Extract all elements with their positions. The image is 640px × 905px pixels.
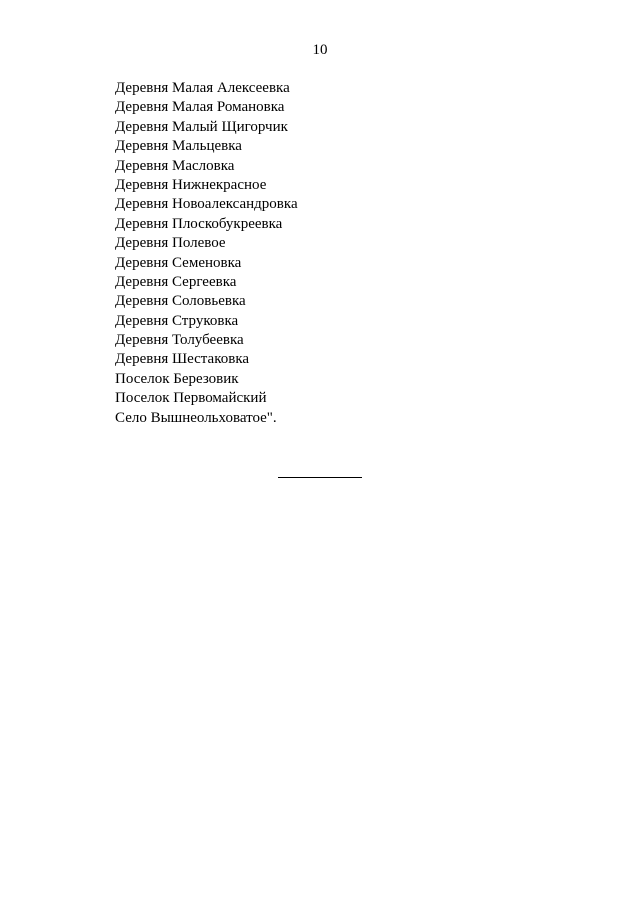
list-item: Поселок Первомайский <box>115 390 267 407</box>
list-item: Деревня Малая Алексеевка <box>115 80 290 96</box>
list-item: Деревня Нижнекрасное <box>115 176 267 193</box>
list-item: Деревня Малый Щигорчик <box>115 118 288 135</box>
list-item: Деревня Мальцевка <box>115 138 242 155</box>
list-item: Деревня Полевое <box>115 235 226 252</box>
list-item: Деревня Масловка <box>115 157 235 174</box>
settlement-list <box>115 79 298 428</box>
list-item: Деревня Сергеевка <box>115 273 237 290</box>
list-item: Поселок Березовик <box>115 370 239 387</box>
end-divider <box>278 477 362 478</box>
list-item: Деревня Шестаковка <box>115 351 250 368</box>
list-item: Деревня Малая Романовка <box>115 99 285 116</box>
list-item: Деревня Плоскобукреевка <box>115 215 283 232</box>
list-item: Деревня Семеновка <box>115 254 242 271</box>
list-item: Деревня Толубеевка <box>115 332 244 349</box>
page-number: 10 <box>312 42 328 58</box>
list-item: Деревня Струковка <box>115 312 239 329</box>
list-item: Деревня Новоалександровка <box>115 196 298 213</box>
list-item: Село Вышнеольховатое". <box>115 409 277 426</box>
list-item: Деревня Соловьевка <box>115 293 246 310</box>
